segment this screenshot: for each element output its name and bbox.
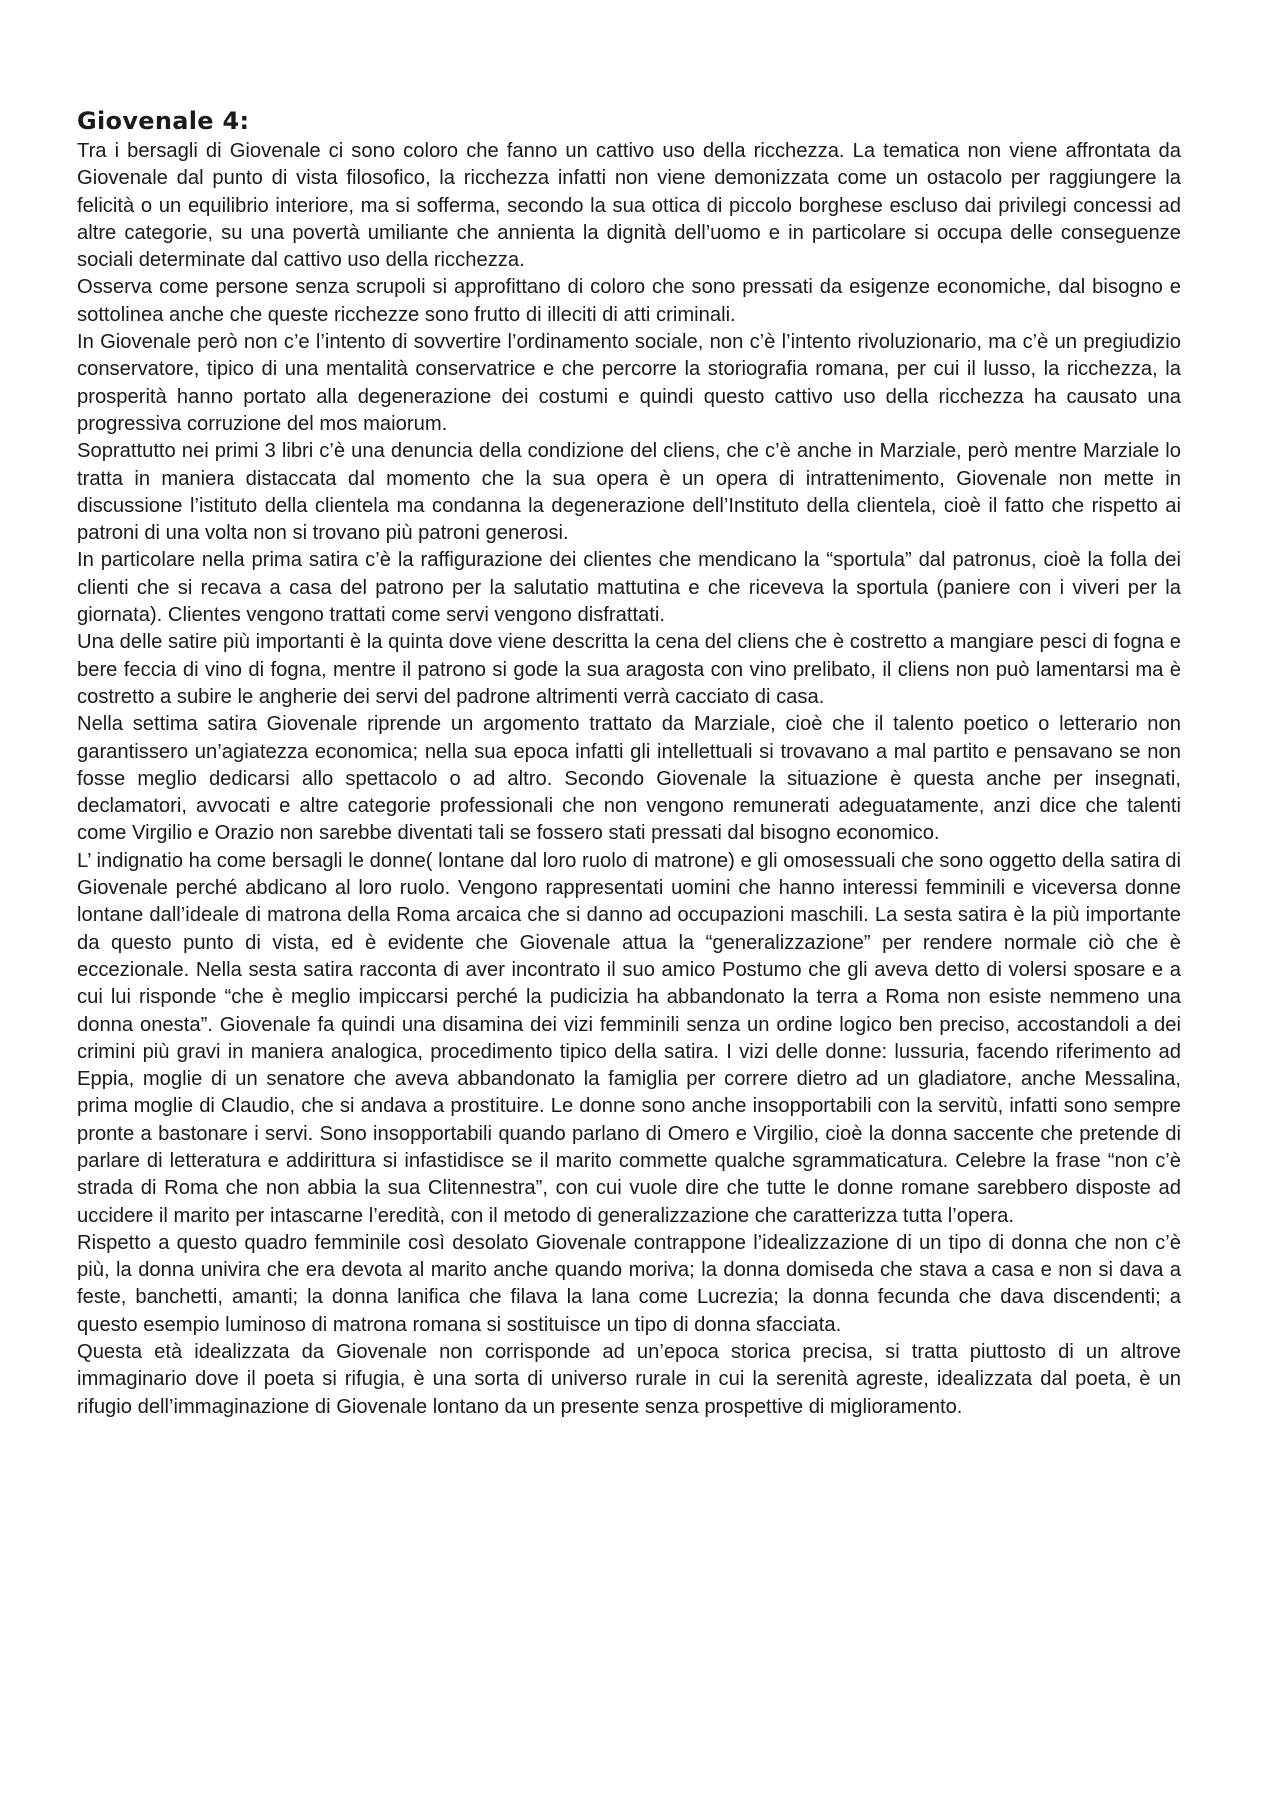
- paragraph: Rispetto a questo quadro femminile così desolato Giovenale contrappone l’idealizzazione di un tipo di donna che non c’è più, la donna univira che era devota al marito anche quando moriva; la donna domiseda che stava a casa e non si dava a feste, banchetti, amanti; la donna lanifica che filava la lana come Lucrezia; la donna fecunda che dava discendenti; a questo esempio luminoso di matrona romana si sostituisce un tipo di donna sfacciata.: [77, 1231, 1181, 1336]
- paragraph: In Giovenale però non c’e l’intento di sovvertire l’ordinamento sociale, non c’è l’intento rivoluzionario, ma c’è un pregiudizio conservatore, tipico di una mentalità conservatrice e che percorre la storiografia romana, per cui il lusso, la ricchezza, la prosperità hanno portato alla degenerazione dei costumi e quindi questo cattivo uso della ricchezza ha causato una progressiva corruzione del mos maiorum.: [77, 331, 1181, 435]
- paragraph: L’ indignatio ha come bersagli le donne( lontane dal loro ruolo di matrone) e gli omosessuali che sono oggetto della satira di Giovenale perché abdicano al loro ruolo. Vengono rappresentati uomini che hanno interessi femminili e viceversa donne lontane dall’ideale di matrona della Roma arcaica che si danno ad occupazioni maschili. La sesta satira è la più importante da questo punto di vista, ed è evidente che Giovenale attua la “generalizzazione” per rendere normale ciò che è eccezionale. Nella sesta satira racconta di aver incontrato il suo amico Postumo che gli aveva detto di volersi sposare e a cui lui risponde “che è meglio impiccarsi perché la pudicizia ha abbandonato la terra a Roma non esiste nemmeno una donna onesta”. Giovenale fa quindi una disamina dei vizi femminili senza un ordine logico ben preciso, accostandoli a dei crimini più gravi in maniera analogica, procedimento tipico della satira. I vizi delle donne: lussuria, facendo riferimento ad Eppia, moglie di un senatore che aveva abbandonato la famiglia per correre dietro ad un gladiatore, anche Messalina, prima moglie di Claudio, che si andava a prostituire. Le donne sono anche insopportabili con la servitù, infatti sono sempre pronte a bastonare i servi. Sono insopportabili quando parlano di Omero e Virgilio, cioè la donna saccente che pretende di parlare di letteratura e addirittura si infastidisce se il marito commette qualche sgrammaticatura. Celebre la frase “non c’è strada di Roma che non abbia la sua Clitennestra”, con cui vuole dire che tutte le donne romane sarebbero disposte ad uccidere il marito per intascarne l’eredità, con il metodo di generalizzazione che caratterizza tutta l’opera.: [77, 849, 1181, 1227]
- document-title: Giovenale 4:: [77, 107, 250, 135]
- paragraph: Tra i bersagli di Giovenale ci sono coloro che fanno un cattivo uso della ricchezza. La tematica non viene affrontata da Giovenale dal punto di vista filosofico, la ricchezza infatti non viene demonizzata come un ostacolo per raggiungere la felicità o un equilibrio interiore, ma si sofferma, secondo la sua ottica di piccolo borghese escluso dai privilegi concessi ad altre categorie, su una povertà umiliante che annienta la dignità dell’uomo e in particolare si occupa delle conseguenze sociali determinate dal cattivo uso della ricchezza.: [77, 140, 1181, 272]
- document-page: [77, 106, 1181, 1421]
- paragraph: Nella settima satira Giovenale riprende un argomento trattato da Marziale, cioè che il talento poetico o letterario non garantissero un’agiatezza economica; nella sua epoca infatti gli intellettuali si trovavano a mal partito e pensavano se non fosse meglio dedicarsi allo spettacolo o ad altro. Secondo Giovenale la situazione è questa anche per insegnati, declamatori, avvocati e altre categorie professionali che non vengono remunerati adeguatamente, anzi dice che talenti come Virgilio e Orazio non sarebbe diventati tali se fossero stati pressati dal bisogno economico.: [77, 713, 1181, 845]
- paragraph: Questa età idealizzata da Giovenale non corrisponde ad un’epoca storica precisa, si tratta piuttosto di un altrove immaginario dove il poeta si rifugia, è una sorta di universo rurale in cui la serenità agreste, idealizzata dal poeta, è un rifugio dell’immaginazione di Giovenale lontano da un presente senza prospettive di miglioramento.: [77, 1341, 1181, 1418]
- paragraph: Una delle satire più importanti è la quinta dove viene descritta la cena del cliens che è costretto a mangiare pesci di fogna e bere feccia di vino di fogna, mentre il patrono si gode la sua aragosta con vino prelibato, il cliens non può lamentarsi ma è costretto a subire le angherie dei servi del padrone altrimenti verrà cacciato di casa.: [77, 631, 1181, 708]
- paragraph: In particolare nella prima satira c’è la raffigurazione dei clientes che mendicano la “sportula” dal patronus, cioè la folla dei clienti che si recava a casa del patrono per la salutatio mattutina e che riceveva la sportula (paniere con i viveri per la giornata). Clientes vengono trattati come servi vengono disfrattati.: [77, 549, 1181, 627]
- paragraph: Soprattutto nei primi 3 libri c’è una denuncia della condizione del cliens, che c’è anche in Marziale, però mentre Marziale lo tratta in maniera distaccata dal momento che la sua opera è un opera di intrattenimento, Giovenale non mette in discussione l’istituto della clientela ma condanna la degenerazione dell’Instituto della clientela, cioè il fatto che rispetto ai patroni di una volta non si trovano più patroni generosi.: [77, 440, 1181, 545]
- paragraph: Osserva come persone senza scrupoli si approfittano di coloro che sono pressati da esigenze economiche, dal bisogno e sottolinea anche che queste ricchezze sono frutto di illeciti di atti criminali.: [77, 276, 1181, 326]
